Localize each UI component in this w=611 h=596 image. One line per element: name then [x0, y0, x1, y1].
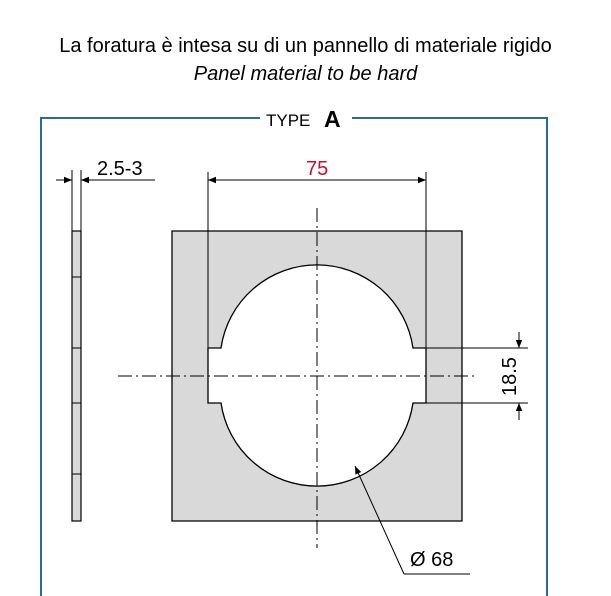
- panel-side-view: [72, 231, 81, 521]
- thickness-label: 2.5-3: [97, 158, 143, 180]
- flat-height-label: 18.5: [499, 357, 521, 396]
- diameter-label: Ø 68: [410, 549, 454, 571]
- type-letter-label: A: [324, 106, 341, 132]
- italian-heading: La foratura è intesa su di un pannello di materiale rigido: [59, 35, 552, 57]
- english-heading: Panel material to be hard: [193, 63, 418, 85]
- type-prefix-label: TYPE: [266, 111, 311, 130]
- type-frame: [41, 118, 547, 596]
- width-label: 75: [306, 158, 329, 180]
